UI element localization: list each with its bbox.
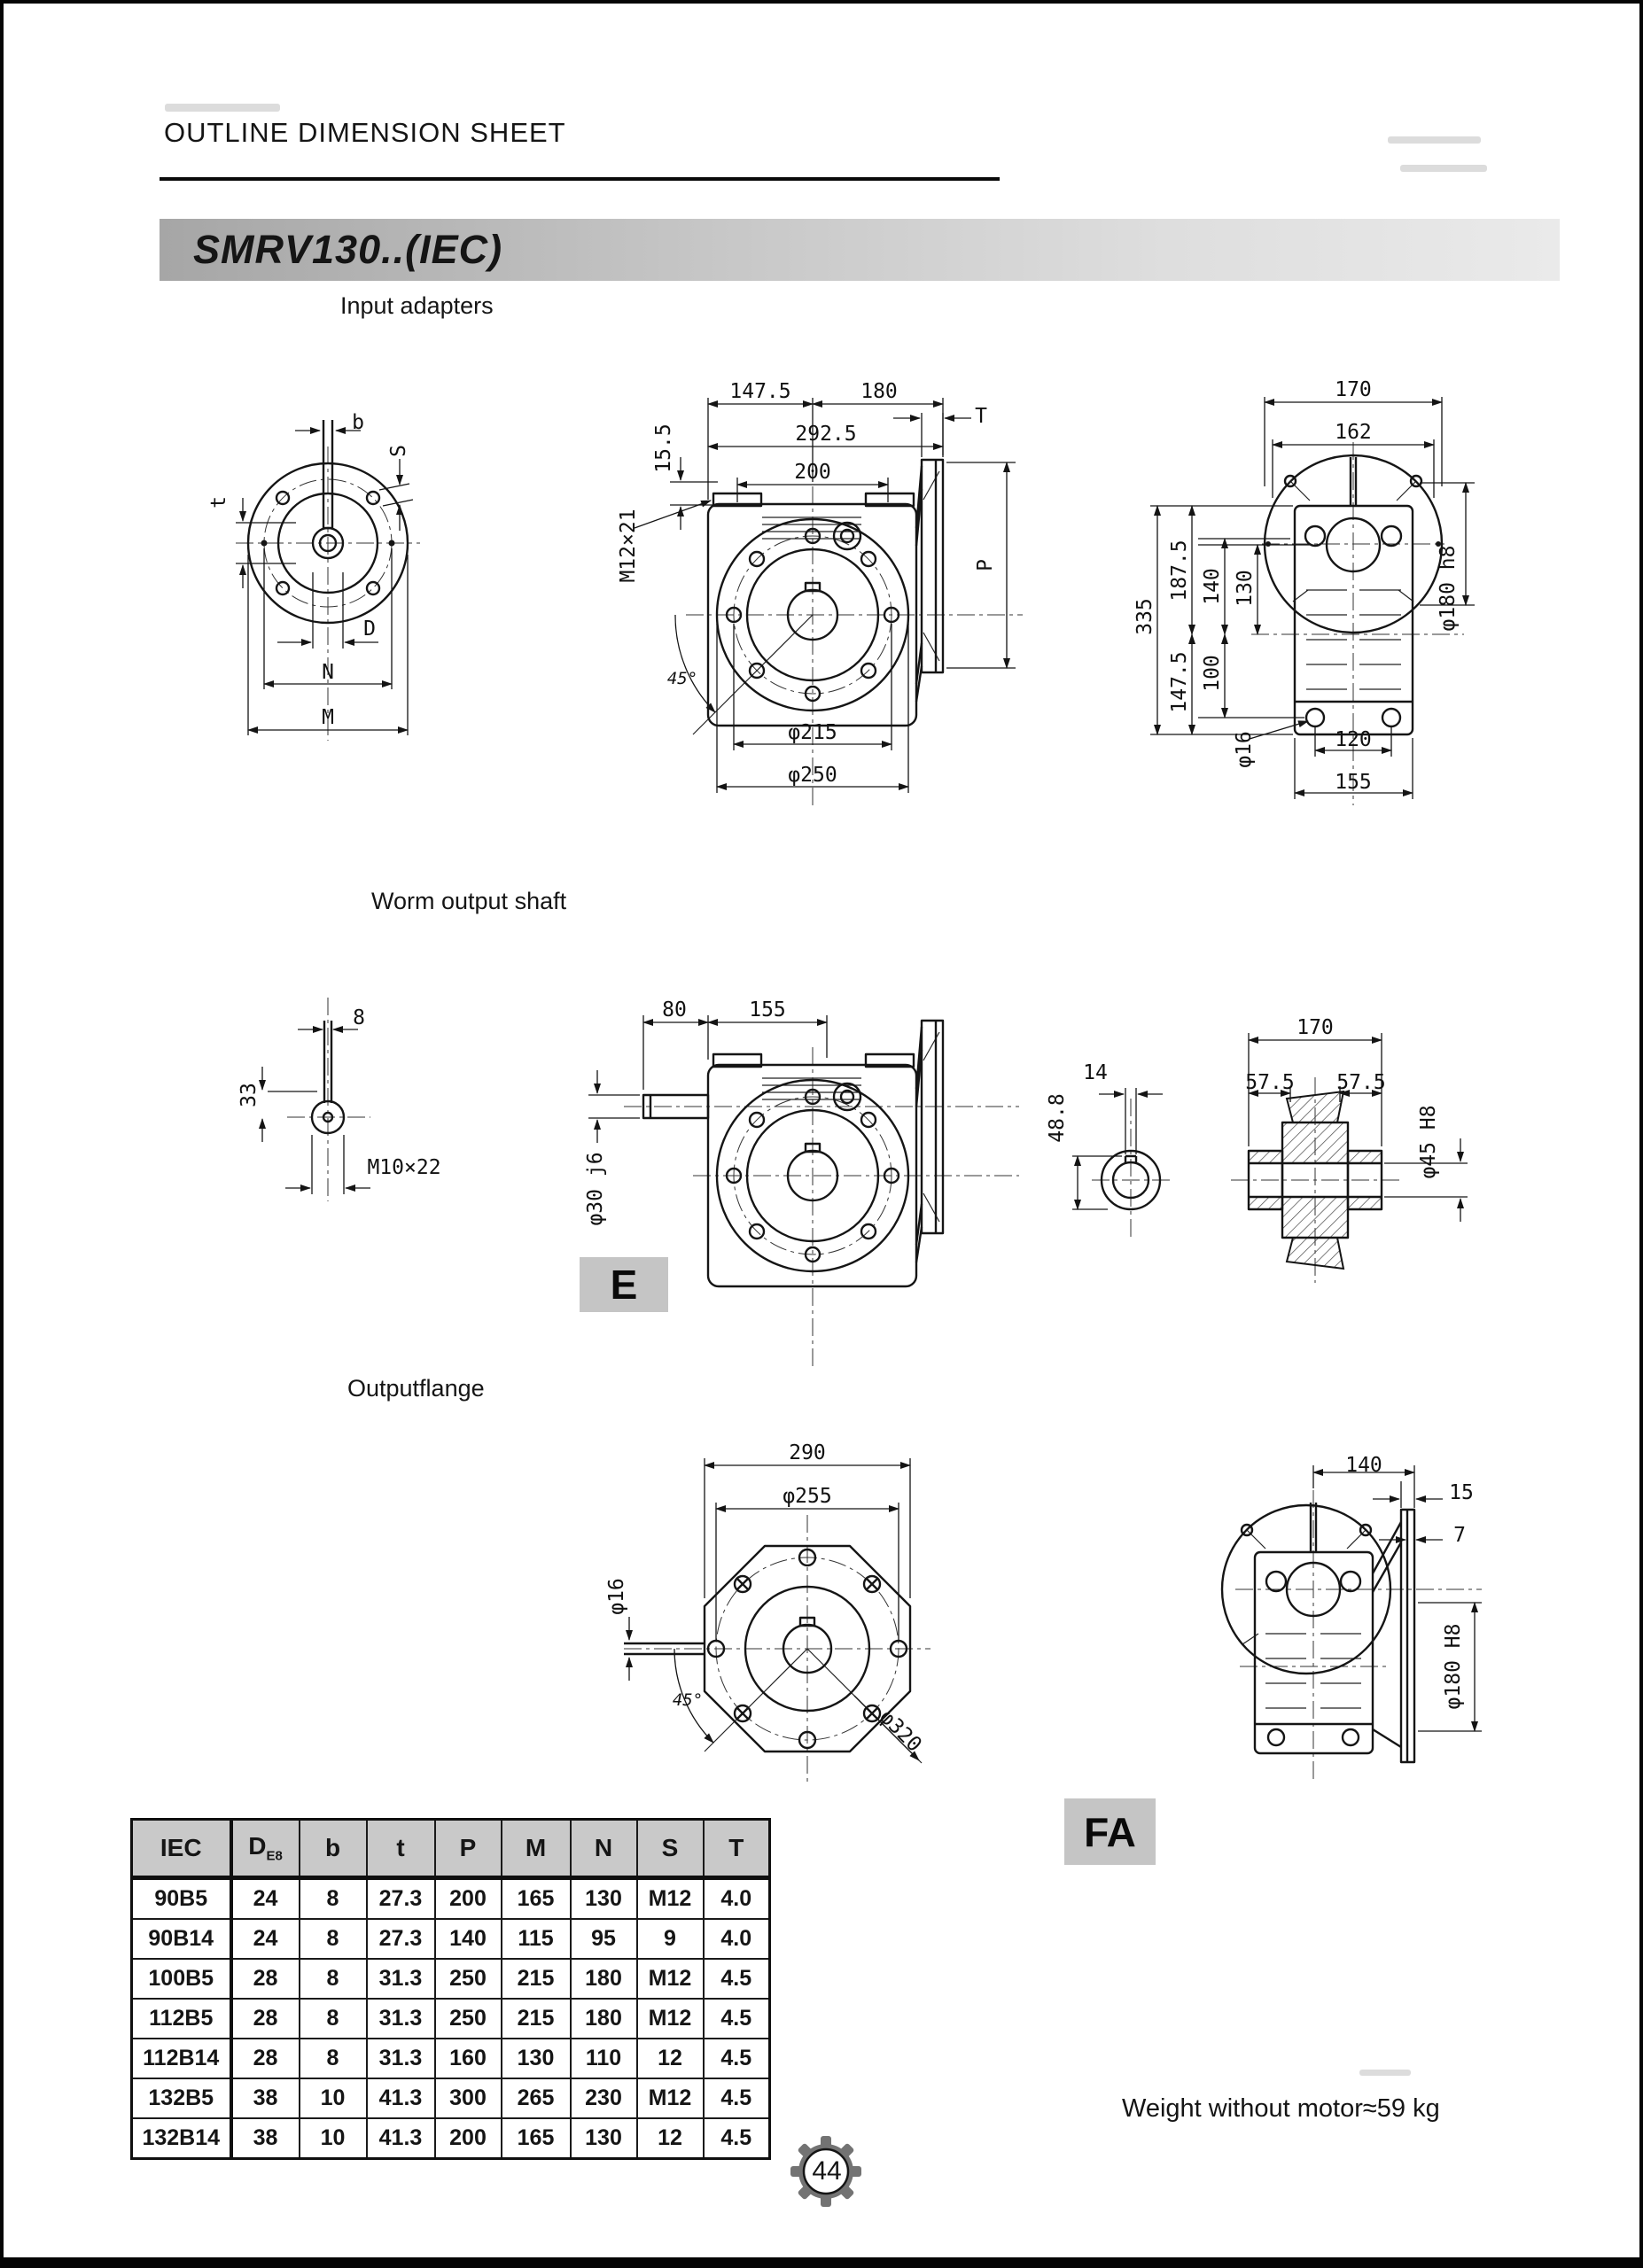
table-cell: M12: [637, 1959, 704, 1999]
table-cell: 31.3: [367, 2039, 435, 2078]
dim-45deg-input: 45°: [666, 669, 698, 688]
table-cell: 130: [571, 2118, 637, 2159]
dim-48-8: 48.8: [1046, 1093, 1069, 1143]
table-cell: 27.3: [367, 1878, 435, 1920]
table-cell: 8: [300, 1878, 367, 1920]
col-header-d-main: D: [248, 1832, 267, 1860]
dim-label-s: S: [387, 445, 410, 457]
table-cell: 250: [435, 1999, 502, 2039]
table-cell: 12: [637, 2039, 704, 2078]
table-body: [132, 1878, 770, 2159]
dim-label-d: D: [363, 617, 376, 641]
dim-16-output: φ16: [605, 1578, 628, 1615]
model-name: SMRV130..(IEC): [193, 227, 503, 272]
dim-80: 80: [662, 998, 687, 1021]
worm-shaft-section-drawing: [1072, 1088, 1170, 1237]
table-cell: 112B14: [132, 2039, 231, 2078]
weight-note: Weight without motor≈59 kg: [1122, 2094, 1440, 2123]
table-cell: 4.5: [704, 2078, 770, 2118]
table-row: [132, 1999, 770, 2039]
section-title-outputflange: Outputflange: [347, 1375, 485, 1402]
col-header-d: [231, 1820, 300, 1878]
table-row: [132, 2118, 770, 2159]
dim-8: 8: [353, 1006, 365, 1029]
dim-290: 290: [789, 1441, 826, 1464]
dim-120: 120: [1335, 728, 1372, 751]
output-flange-front-drawing: [624, 1458, 931, 1786]
dim-57-5-right: 57.5: [1336, 1071, 1386, 1094]
table-cell: 165: [502, 2118, 571, 2159]
table-row: [132, 1878, 770, 1920]
dim-140-input: 140: [1201, 568, 1224, 605]
table-cell: 28: [231, 1959, 300, 1999]
dim-45h8: φ45 H8: [1417, 1105, 1440, 1179]
dim-335: 335: [1133, 598, 1156, 635]
table-cell: 90B5: [132, 1878, 231, 1920]
dim-7: 7: [1453, 1524, 1466, 1547]
dim-30j6: φ30 j6: [584, 1152, 607, 1226]
table-cell: 8: [300, 1999, 367, 2039]
dim-label-t: t: [207, 496, 230, 509]
dim-m12x21: M12×21: [617, 509, 640, 583]
bottom-rule: [4, 2257, 1639, 2264]
col-header-s: S: [637, 1820, 704, 1878]
table-cell: 132B5: [132, 2078, 231, 2118]
table-cell: 10: [300, 2118, 367, 2159]
table-cell: 140: [435, 1919, 502, 1959]
table-cell: 165: [502, 1878, 571, 1920]
dim-t-flange: T: [975, 405, 987, 428]
table-cell: 41.3: [367, 2118, 435, 2159]
col-header-b: b: [300, 1820, 367, 1878]
variant-tag-e: E: [580, 1257, 668, 1312]
table-row: [132, 2078, 770, 2118]
dim-45deg-output: 45°: [672, 1690, 704, 1710]
table-cell: 180: [571, 1999, 637, 2039]
table-cell: 12: [637, 2118, 704, 2159]
dim-155-input: 155: [1335, 771, 1372, 794]
col-header-t: t: [367, 1820, 435, 1878]
table-cell: 4.0: [704, 1878, 770, 1920]
table-cell: 9: [637, 1919, 704, 1959]
col-header-p: P: [435, 1820, 502, 1878]
dim-180h8-output: φ180 H8: [1442, 1623, 1465, 1710]
dim-147-5-side: 147.5: [1168, 651, 1191, 713]
col-header-t2: T: [704, 1820, 770, 1878]
dim-180: 180: [860, 380, 898, 403]
table-row: [132, 1959, 770, 1999]
dim-180h8-input: φ180 h8: [1437, 545, 1460, 632]
table-cell: 200: [435, 2118, 502, 2159]
table-row: [132, 1919, 770, 1959]
section-title-worm-output-shaft: Worm output shaft: [371, 888, 567, 914]
table-cell: 132B14: [132, 2118, 231, 2159]
table-cell: 38: [231, 2078, 300, 2118]
dim-130: 130: [1234, 570, 1257, 607]
table-cell: 200: [435, 1878, 502, 1920]
input-front-view-drawing: [635, 398, 1023, 810]
table-cell: M12: [637, 1999, 704, 2039]
col-header-d-subscript: E8: [266, 1848, 283, 1864]
dim-15-5: 15.5: [652, 423, 675, 473]
table-cell: M12: [637, 2078, 704, 2118]
table-header-row: [132, 1820, 770, 1878]
table-cell: 31.3: [367, 1959, 435, 1999]
dim-p-flange: P: [974, 559, 997, 571]
table-cell: 8: [300, 2039, 367, 2078]
dim-320: φ320: [875, 1705, 926, 1757]
table-cell: 110: [571, 2039, 637, 2078]
dim-label-n: N: [322, 661, 334, 684]
dim-187-5: 187.5: [1168, 540, 1191, 602]
dim-147-5: 147.5: [729, 380, 791, 403]
faint-text-artifact: [1359, 2070, 1411, 2076]
table-cell: 115: [502, 1919, 571, 1959]
table-cell: 130: [571, 1878, 637, 1920]
table-cell: 41.3: [367, 2078, 435, 2118]
dim-292-5: 292.5: [795, 423, 857, 446]
dim-m10x22: M10×22: [367, 1156, 441, 1179]
dim-250: φ250: [788, 764, 837, 787]
table-cell: 4.5: [704, 1999, 770, 2039]
table-cell: 24: [231, 1919, 300, 1959]
output-flange-side-drawing: [1222, 1465, 1482, 1780]
dim-33: 33: [237, 1083, 261, 1107]
dim-200: 200: [794, 461, 831, 484]
dim-100: 100: [1201, 655, 1224, 692]
table-cell: 8: [300, 1919, 367, 1959]
table-cell: 38: [231, 2118, 300, 2159]
dim-15: 15: [1449, 1481, 1474, 1504]
col-header-n: N: [571, 1820, 637, 1878]
dim-14: 14: [1083, 1061, 1108, 1084]
variant-tag-fa: FA: [1064, 1798, 1156, 1865]
table-cell: 250: [435, 1959, 502, 1999]
col-header-iec: IEC: [132, 1820, 231, 1878]
iec-dimension-table: [130, 1818, 771, 2160]
dim-170-input: 170: [1335, 378, 1372, 401]
table-cell: 31.3: [367, 1999, 435, 2039]
input-flange-face-drawing: [236, 420, 420, 741]
table-cell: 90B14: [132, 1919, 231, 1959]
table-cell: 100B5: [132, 1959, 231, 1999]
dim-255: φ255: [783, 1485, 832, 1508]
table-cell: 265: [502, 2078, 571, 2118]
dim-57-5-left: 57.5: [1245, 1071, 1295, 1094]
table-cell: 4.5: [704, 2039, 770, 2078]
table-cell: 8: [300, 1959, 367, 1999]
table-cell: 300: [435, 2078, 502, 2118]
dim-162: 162: [1335, 421, 1372, 444]
page-number: 44: [812, 2156, 842, 2186]
dim-155-worm: 155: [749, 998, 786, 1021]
table-cell: 28: [231, 2039, 300, 2078]
table-cell: 160: [435, 2039, 502, 2078]
dim-140-output: 140: [1345, 1454, 1382, 1477]
table-cell: 4.5: [704, 1959, 770, 1999]
dim-215: φ215: [788, 721, 837, 744]
table-cell: 180: [571, 1959, 637, 1999]
table-cell: 28: [231, 1999, 300, 2039]
dim-label-m: M: [322, 706, 334, 729]
col-header-m: M: [502, 1820, 571, 1878]
table-cell: M12: [637, 1878, 704, 1920]
table-cell: 4.5: [704, 2118, 770, 2159]
table-cell: 112B5: [132, 1999, 231, 2039]
table-cell: 230: [571, 2078, 637, 2118]
dim-170-worm: 170: [1296, 1016, 1334, 1039]
table-row: [132, 2039, 770, 2078]
dim-16-input: φ16: [1233, 731, 1256, 768]
input-side-view-drawing: [1150, 397, 1475, 805]
page-title: OUTLINE DIMENSION SHEET: [164, 117, 566, 148]
section-title-input-adapters: Input adapters: [340, 292, 494, 319]
table-cell: 215: [502, 1959, 571, 1999]
table-cell: 130: [502, 2039, 571, 2078]
dim-label-b: b: [352, 411, 364, 434]
table-cell: 4.0: [704, 1919, 770, 1959]
table-cell: 24: [231, 1878, 300, 1920]
table-cell: 95: [571, 1919, 637, 1959]
worm-front-view-drawing: [588, 1015, 1019, 1366]
table-cell: 10: [300, 2078, 367, 2118]
table-cell: 27.3: [367, 1919, 435, 1959]
table-cell: 215: [502, 1999, 571, 2039]
